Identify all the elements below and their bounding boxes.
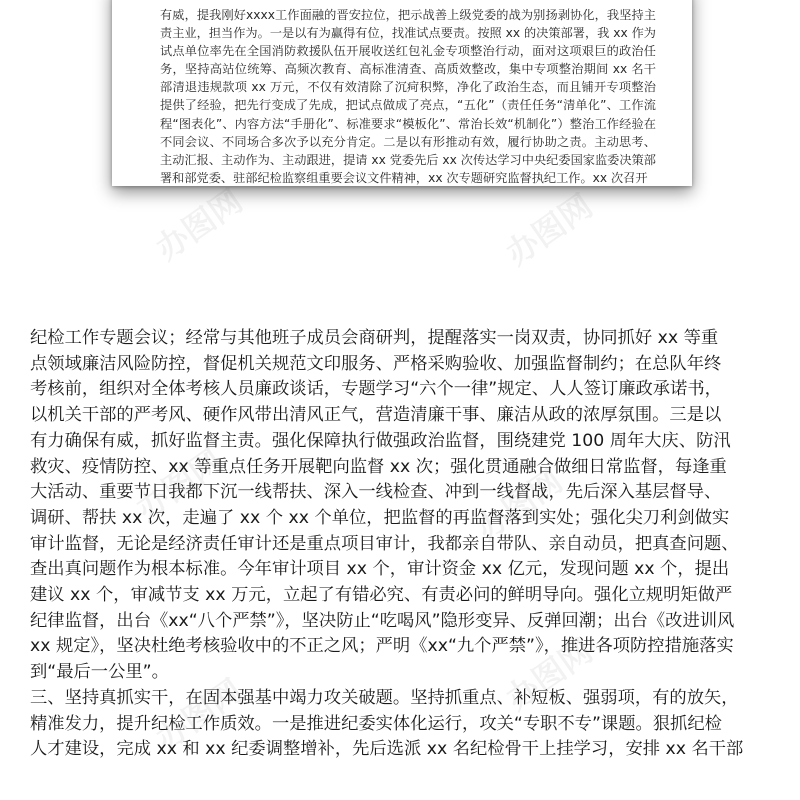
body-line: 建议 xx 个，审减节支 xx 万元，立起了有错必究、有责必问的鲜明导向。强化立规明矩做严	[30, 585, 733, 606]
body-line: 查出真问题作为根本标准。今年审计项目 xx 个，审计资金 xx 亿元，发现问题 xx 个，提出	[30, 559, 730, 580]
body-line: 有力确保有威，抓好监督主责。强化保障执行做强政治监督，围绕建党 100 周年大庆、防汛	[30, 430, 731, 451]
body-line: 点领域廉洁风险防控，督促机关规范文印服务、严格采购验收、加强监督制约；在总队年终	[30, 353, 722, 374]
watermark: 办图网	[498, 631, 600, 718]
body-line-section-heading: 三、坚持真抓实干，在固本强基中竭力攻关破题。坚持抓重点、补短板、强弱项，有的放矢，	[30, 687, 739, 708]
body-line: 考核前，组织对全体考核人员廉政谈话，专题学习“六个一律”规定、人人签订廉政承诺书，	[30, 379, 722, 400]
document-page-preview	[112, 0, 692, 186]
watermark: 办图网	[148, 671, 250, 758]
body-line: 纪检工作专题会议；经常与其他班子成员会商研判，提醒落实一岗双责，协同抓好 xx 等重	[30, 328, 719, 348]
preview-page-text: 有威，提我刚好xxxx工作面融的晋安拉位，把示战善上级党委的战为别扬剥协化，我坚持主责主业，担当作为。一是以有为赢得有位，找准试点要责。按照 xx 的决策部署，我 xx 作为试点单位率先在全国消防救援队伍开展收送红包礼金专项整治行动，面对这项艰巨的政治任务，坚持高站位统筹、高频次教育、高标准清查、高质效整改，集中专项整治期间 xx 名干部清退违规款项 xx 万元，不仅有效清除了沉疴积弊，净化了政治生态，而且铺开专项整治提供了经验，把先行变成了先成，把试点做成了亮点，“五化”（责任任务“清单化”、工作流程“图表化”、内容方法“手册化”、标准要求“模板化”、常治长效“机制化”）整治工作经验在不同会议、不同场合多次予以充分肯定。二是以有形推动有效，履行协助之责。主动思考、主动汇报、主动作为、主动跟进，提请 xx 党委先后 xx 次传达学习中央纪委国家监委决策部署和部党委、驻部纪检监察组重要会议文件精神，xx 次专题研究监督执纪工作。xx 次召开	[160, 8, 656, 185]
body-line: 大活动、重要节日我都下沉一线帮扶、深入一线检查、冲到一线督战，先后深入基层督导、	[30, 482, 722, 503]
body-line: 以机关干部的严考风、硬作风带出清风正气，营造清廉干事、廉洁从政的浓厚氛围。三是以	[30, 405, 722, 426]
body-line: 调研、帮扶 xx 次，走遍了 xx 个 xx 个单位，把监督的再监督落到实处；强化尖刀利剑做实	[30, 507, 730, 528]
body-line: 人才建设，完成 xx 和 xx 纪委调整增补，先后选派 xx 名纪检骨干上挂学习，安排 xx 名干部	[30, 739, 744, 760]
body-line: 纪律监督，出台《xx“八个严禁”》，坚决防止“吃喝风”隐形变异、反弹回潮；出台《改进训风	[30, 610, 735, 631]
document-body	[30, 326, 770, 763]
watermark: 办图网	[128, 441, 230, 528]
body-line: 到“最后一公里”。	[30, 662, 169, 683]
body-line: 审计监督，无论是经济责任审计还是重点项目审计，我都亲自带队、亲自动员，把真查问题、	[30, 533, 739, 554]
body-line: 精准发力，提升纪检工作质效。一是推进纪委实体化运行，攻关“专职不专”课题。狠抓纪检	[30, 713, 722, 734]
watermark: 办图网	[468, 461, 570, 548]
body-line: xx 规定》，坚决杜绝考核验收中的不正之风；严明《xx“九个严禁”》，推进各项防控措施落实	[30, 636, 734, 657]
body-line: 救灾、疫情防控、xx 等重点任务开展靶向监督 xx 次；强化贯通融合做细日常监督，每逢重	[30, 456, 727, 477]
